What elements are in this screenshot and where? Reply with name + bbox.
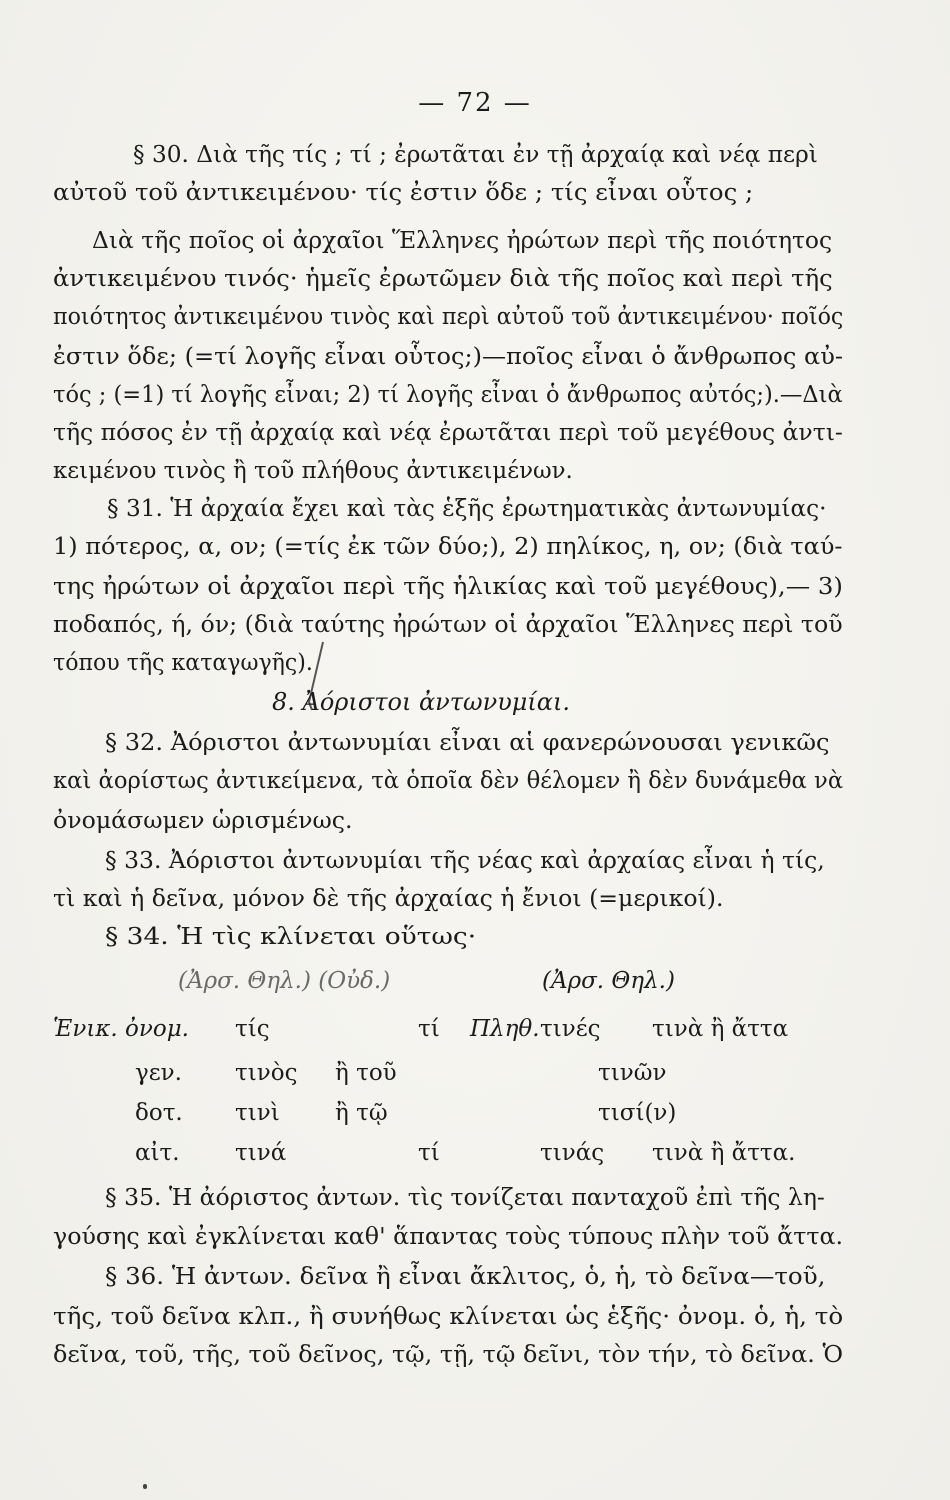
paragraph-34-line-1: § 34. Ἡ τὶς κλίνεται οὕτως· <box>105 924 477 950</box>
paragraph-30-line-9: κειμένου τινὸς ἢ τοῦ πλήθους ἀντικειμένων. <box>53 458 573 484</box>
paragraph-33-line-2: τὶ καὶ ἡ δεῖνα, μόνον δὲ τῆς ἀρχαίας ἡ ἔνιοι (=μερικοί). <box>53 886 724 912</box>
page-number: — 72 — <box>418 88 532 118</box>
paragraph-36-line-1: § 36. Ἡ ἀντων. δεῖνα ἢ εἶναι ἄκλιτος, ὁ, ἡ, τὸ δεῖνα—τοῦ, <box>105 1264 826 1290</box>
declension-row-label: Ἑνικ. ὀνομ. <box>53 1016 189 1042</box>
declension-cell: τινὶ <box>235 1100 280 1126</box>
paragraph-30-line-2: αὐτοῦ τοῦ ἀντικειμένου· τίς ἐστιν ὅδε ; τίς εἶναι οὗτος ; <box>53 180 754 206</box>
declension-row-label: δοτ. <box>135 1100 183 1126</box>
declension-cell: τί <box>418 1016 440 1042</box>
declension-head-right: (Ἀρσ. Θηλ.) <box>542 968 675 994</box>
paragraph-31-line-5: τόπου τῆς καταγωγῆς). <box>53 650 313 676</box>
declension-row-label: αἰτ. <box>135 1140 180 1166</box>
paragraph-31-line-1: § 31. Ἡ ἀρχαία ἔχει καὶ τὰς ἑξῆς ἐρωτηματικὰς ἀντωνυμίας· <box>107 496 827 522</box>
declension-cell: τινὰ ἢ ἄττα. <box>652 1140 796 1166</box>
paragraph-31-line-4: ποδαπός, ή, όν; (διὰ ταύτης ἠρώτων οἱ ἀρχαῖοι Ἕλληνες περὶ τοῦ <box>53 612 843 638</box>
declension-cell: τινάς <box>540 1140 605 1166</box>
declension-plural-label: Πληθ. <box>470 1016 540 1042</box>
paragraph-30-line-8: τῆς πόσος ἐν τῇ ἀρχαίᾳ καὶ νέᾳ ἐρωτᾶται περὶ τοῦ μεγέθους ἀντι- <box>53 420 843 446</box>
paragraph-30-line-4: ἀντικειμένου τινός· ἡμεῖς ἐρωτῶμεν διὰ τῆς ποῖος καὶ περὶ τῆς <box>53 266 833 292</box>
paragraph-35-line-2: γούσης καὶ ἐγκλίνεται καθ' ἅπαντας τοὺς τύπους πλὴν τοῦ ἄττα. <box>53 1224 844 1250</box>
paragraph-30-line-1: § 30. Διὰ τῆς τίς ; τί ; ἐρωτᾶται ἐν τῇ ἀρχαίᾳ καὶ νέᾳ περὶ <box>133 142 818 168</box>
declension-cell: τινῶν <box>598 1060 667 1086</box>
declension-cell: τί <box>418 1140 440 1166</box>
declension-cell: τινές <box>540 1016 601 1042</box>
paragraph-33-line-1: § 33. Ἀόριστοι ἀντωνυμίαι τῆς νέας καὶ ἀρχαίας εἶναι ἡ τίς, <box>105 848 825 874</box>
declension-cell: τισί(ν) <box>598 1100 677 1126</box>
paragraph-36-line-3: δεῖνα, τοῦ, τῆς, τοῦ δεῖνος, τῷ, τῇ, τῷ δεῖνι, τὸν τήν, τὸ δεῖνα. Ὁ <box>53 1342 844 1368</box>
paragraph-32-line-1: § 32. Ἀόριστοι ἀντωνυμίαι εἶναι αἱ φανερώνουσαι γενικῶς <box>105 730 830 756</box>
paragraph-30-line-5: ποιότητος ἀντικειμένου τινὸς καὶ περὶ αὐτοῦ τοῦ ἀντικειμένου· ποῖός <box>53 304 844 330</box>
paragraph-36-line-2: τῆς, τοῦ δεῖνα κλπ., ἢ συνήθως κλίνεται ὡς ἑξῆς· ὀνομ. ὁ, ἡ, τὸ <box>53 1304 844 1330</box>
paragraph-30-line-7: τός ; (=1) τί λογῆς εἶναι; 2) τί λογῆς εἶναι ὁ ἄνθρωπος αὐτός;).—Διὰ <box>53 382 843 408</box>
paragraph-35-line-1: § 35. Ἡ ἀόριστος ἀντων. τὶς τονίζεται πανταχοῦ ἐπὶ τῆς λη- <box>105 1185 825 1211</box>
paragraph-31-line-2: 1) πότερος, α, ον; (=τίς ἐκ τῶν δύο;), 2) πηλίκος, η, ον; (διὰ ταύ- <box>53 534 843 560</box>
paragraph-30-line-6: ἐστιν ὅδε; (=τί λογῆς εἶναι οὗτος;)—ποῖος εἶναι ὁ ἄνθρωπος αὐ- <box>53 344 844 370</box>
ink-speck <box>143 1484 147 1489</box>
declension-row-label: γεν. <box>135 1060 182 1086</box>
declension-cell: ἢ τοῦ <box>335 1060 397 1086</box>
declension-cell: τινά <box>235 1140 287 1166</box>
declension-head-left: (Ἀρσ. Θηλ.) (Οὐδ.) <box>178 968 391 994</box>
paragraph-32-line-3: ὀνομάσωμεν ὡρισμένως. <box>53 808 353 834</box>
section-heading: 8. Ἀόριστοι ἀντωνυμίαι. <box>272 688 571 716</box>
declension-cell: τίς <box>235 1016 270 1042</box>
paragraph-31-line-3: της ἠρώτων οἱ ἀρχαῖοι περὶ τῆς ἡλικίας καὶ τοῦ μεγέθους),— 3) <box>53 574 843 600</box>
paragraph-32-line-2: καὶ ἀορίστως ἀντικείμενα, τὰ ὁποῖα δὲν θέλομεν ἢ δὲν δυνάμεθα νὰ <box>53 768 844 794</box>
paragraph-30-line-3: Διὰ τῆς ποῖος οἱ ἀρχαῖοι Ἕλληνες ἠρώτων περὶ τῆς ποιότητος <box>92 228 833 254</box>
declension-cell: τινὸς <box>235 1060 298 1086</box>
declension-cell: τινὰ ἢ ἄττα <box>652 1016 789 1042</box>
declension-cell: ἢ τῷ <box>335 1100 388 1126</box>
